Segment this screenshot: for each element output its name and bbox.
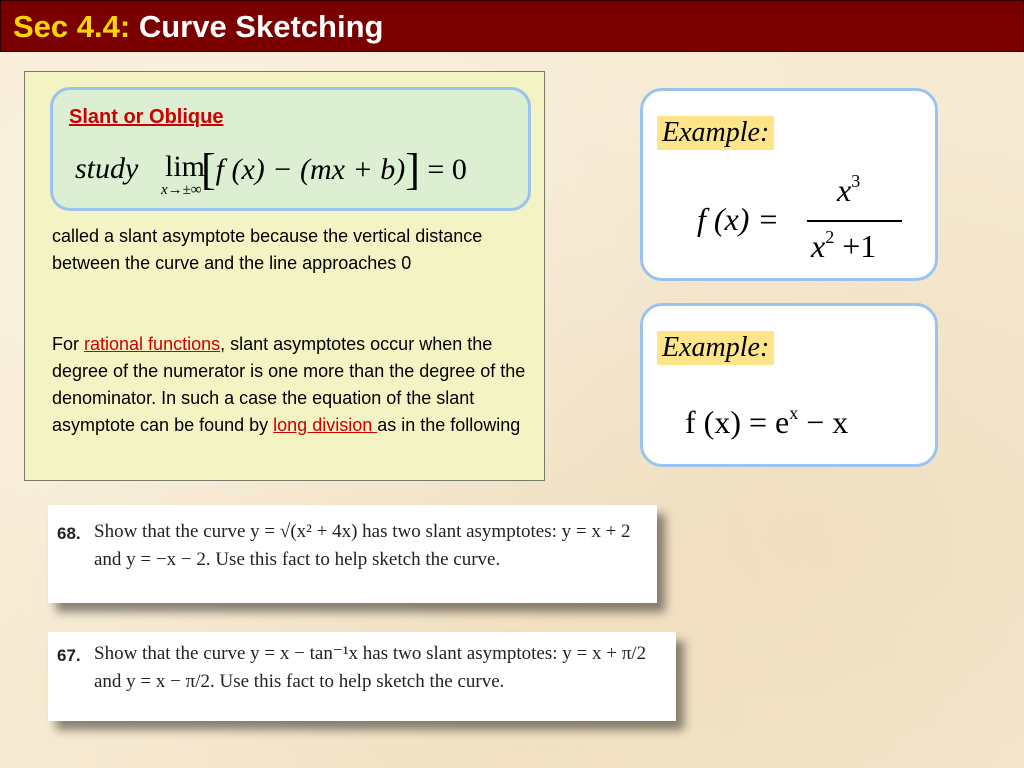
para2-before: For xyxy=(52,334,85,354)
example1-numerator: $x^3$ xyxy=(837,171,861,208)
definition-heading: Slant or Oblique xyxy=(69,106,224,128)
problem-text: Show that the curve y = x − tan⁻¹x has two slant asymptotes: y = x + π/2 and y = x − π/2. Use this fact to help sketch the curve. xyxy=(94,643,647,692)
limit-expression: [f (x) − (mx + b)] = 0 xyxy=(201,145,467,194)
fraction-bar xyxy=(807,220,902,222)
limit-rhs: = 0 xyxy=(427,153,467,186)
problem-68-card xyxy=(48,505,657,603)
section-name: Curve Sketching xyxy=(138,9,384,44)
example2-formula: f $(x) = e^x - x$ xyxy=(685,403,849,440)
title-bar xyxy=(0,0,1024,52)
problem-number: 67. xyxy=(57,646,81,665)
example1-lhs: f (x) = xyxy=(697,201,779,237)
long-division-link[interactable]: long division xyxy=(273,415,378,435)
example-box-2 xyxy=(640,303,938,467)
limit-inner: f (x) − (mx + b) xyxy=(215,153,406,186)
slant-explanation: called a slant asymptote because the vertical distance between the curve and the line approaches 0 xyxy=(52,226,483,273)
example1-denominator: $x^2 +1$ xyxy=(811,227,877,264)
example-label-1: Example: xyxy=(657,116,774,150)
study-label: study xyxy=(75,152,139,185)
problem-number: 68. xyxy=(57,524,81,543)
para2-after: as in the following xyxy=(377,415,521,435)
example-box-1 xyxy=(640,88,938,281)
limit-subscript: x→±∞ xyxy=(161,182,202,198)
para2-middle: , slant asymptotes occur when the degree of the numerator is one more than the degree of the denominator. In such a case the equation of the slant asymptote can be found by xyxy=(52,334,526,435)
slide-title xyxy=(13,9,383,45)
problem-67-card xyxy=(48,632,676,721)
problem-text: Show that the curve y = √(x² + 4x) has two slant asymptotes: y = x + 2 and y = −x − 2. Use this fact to help sketch the curve. xyxy=(94,521,631,570)
definition-box xyxy=(50,87,531,211)
rational-explanation xyxy=(52,331,538,439)
rational-functions-link[interactable]: rational functions xyxy=(84,334,221,354)
section-number: Sec 4.4: xyxy=(13,9,131,44)
example-label-2: Example: xyxy=(657,331,774,365)
limit-operator: lim xyxy=(165,150,206,183)
